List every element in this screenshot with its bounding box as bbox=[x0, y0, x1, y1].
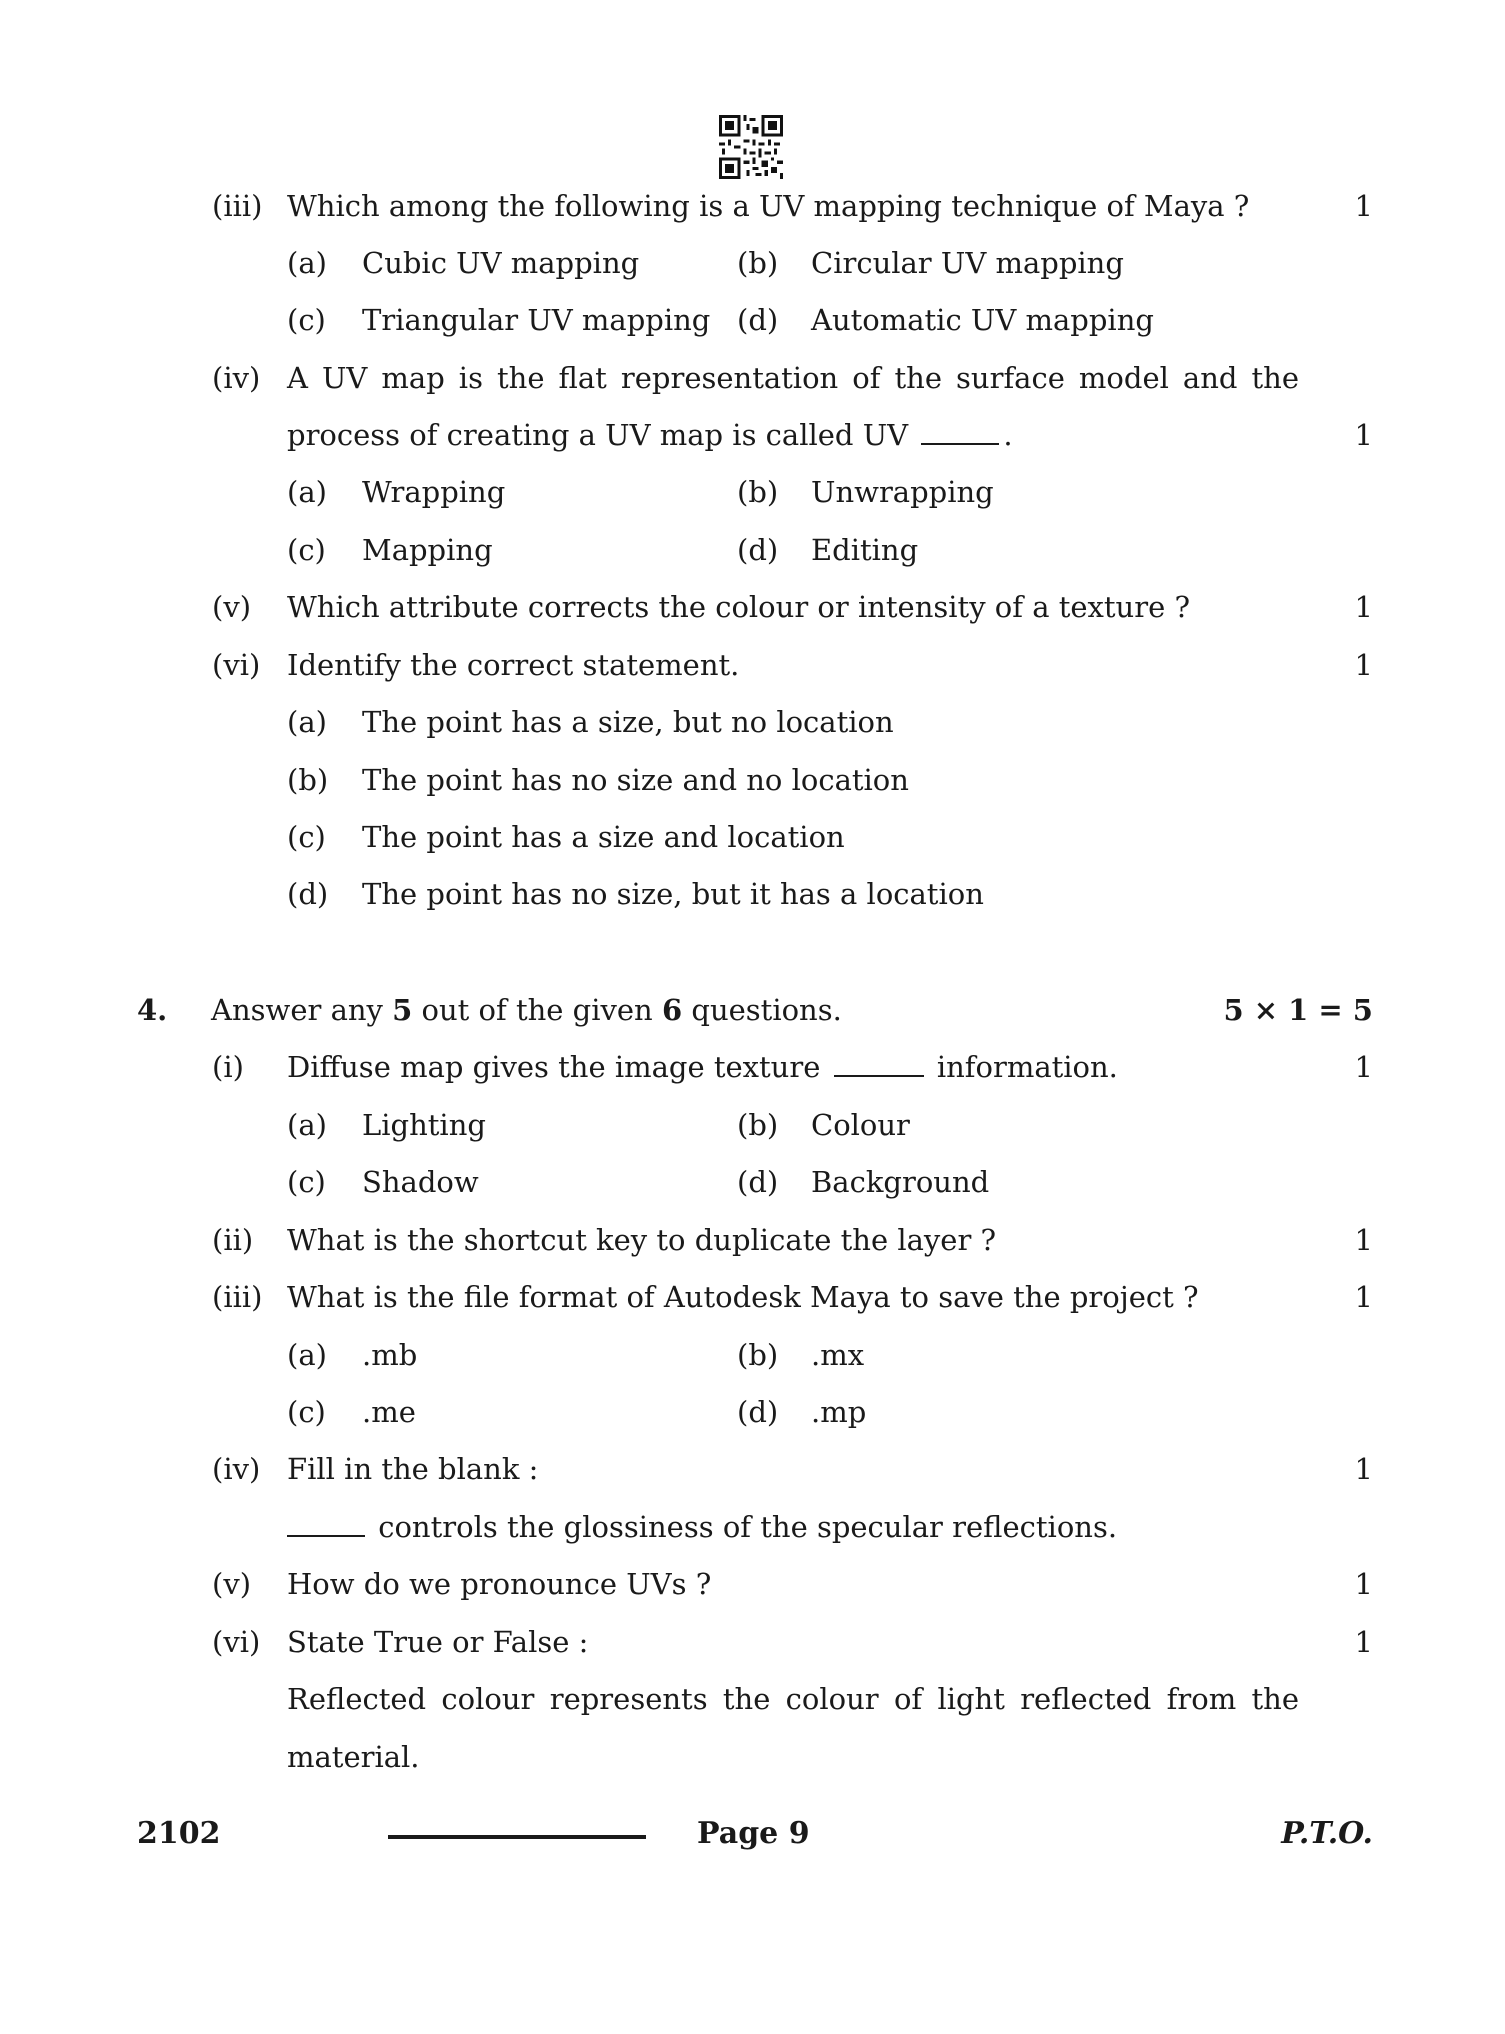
footer-divider bbox=[388, 1835, 646, 1839]
option-label: (d) bbox=[737, 533, 779, 567]
question-marks: 1 bbox=[1354, 1625, 1373, 1659]
option-label: (a) bbox=[287, 1338, 327, 1372]
qr-code-icon bbox=[719, 115, 783, 179]
option-label: (d) bbox=[737, 1395, 779, 1429]
option-text: Circular UV mapping bbox=[811, 246, 1124, 280]
option-text: Triangular UV mapping bbox=[362, 303, 711, 337]
option-label: (d) bbox=[287, 877, 329, 911]
answer-blank bbox=[834, 1051, 924, 1077]
question-number: (vi) bbox=[212, 1625, 261, 1659]
option-text: Editing bbox=[811, 533, 919, 567]
option-label: (c) bbox=[287, 533, 326, 567]
question-marks: 1 bbox=[1354, 1567, 1373, 1601]
instruction-part: out of the given bbox=[412, 993, 662, 1027]
option-label: (d) bbox=[737, 303, 779, 337]
question-marks: 1 bbox=[1354, 189, 1373, 223]
option-text: .mp bbox=[811, 1395, 867, 1429]
section-marks: 5 × 1 = 5 bbox=[1223, 993, 1373, 1027]
question-text-part: controls the glossiness of the specular reflections. bbox=[378, 1510, 1118, 1544]
option-label: (a) bbox=[287, 1108, 327, 1142]
question-text: Which among the following is a UV mapping technique of Maya ? bbox=[287, 189, 1250, 223]
option-label: (c) bbox=[287, 303, 326, 337]
question-text-cont bbox=[287, 1507, 1117, 1547]
question-text: Which attribute corrects the colour or intensity of a texture ? bbox=[287, 590, 1191, 624]
question-text: State True or False : bbox=[287, 1625, 589, 1659]
option-label: (b) bbox=[737, 475, 779, 509]
question-marks: 1 bbox=[1354, 1223, 1373, 1257]
question-text-part: process of creating a UV map is called UV bbox=[287, 418, 909, 452]
option-label: (a) bbox=[287, 246, 327, 280]
question-marks: 1 bbox=[1354, 1452, 1373, 1486]
question-text: A UV map is the flat representation of the surface model and the bbox=[287, 361, 1299, 395]
question-text-cont: material. bbox=[287, 1740, 420, 1774]
option-text: Wrapping bbox=[362, 475, 506, 509]
option-text: The point has no size, but it has a location bbox=[362, 877, 984, 911]
question-number: (v) bbox=[212, 1567, 252, 1601]
question-number: (ii) bbox=[212, 1223, 254, 1257]
answer-blank bbox=[921, 419, 999, 445]
question-number: (i) bbox=[212, 1050, 244, 1084]
option-label: (c) bbox=[287, 820, 326, 854]
option-label: (d) bbox=[737, 1165, 779, 1199]
question-marks: 1 bbox=[1354, 1050, 1373, 1084]
question-text-cont: Reflected colour represents the colour of light reflected from the bbox=[287, 1682, 1299, 1716]
page-number: Page 9 bbox=[697, 1816, 810, 1851]
option-label: (c) bbox=[287, 1165, 326, 1199]
question-marks: 1 bbox=[1354, 1280, 1373, 1314]
option-label: (b) bbox=[287, 763, 329, 797]
question-number: (iii) bbox=[212, 1280, 263, 1314]
question-text-part: information. bbox=[936, 1050, 1118, 1084]
option-text: The point has no size and no location bbox=[362, 763, 909, 797]
question-marks: 1 bbox=[1354, 418, 1373, 452]
option-text: Mapping bbox=[362, 533, 493, 567]
answer-blank bbox=[287, 1511, 365, 1537]
question-number: (iv) bbox=[212, 1452, 261, 1486]
question-marks: 1 bbox=[1354, 590, 1373, 624]
option-text: .me bbox=[362, 1395, 416, 1429]
question-text: How do we pronounce UVs ? bbox=[287, 1567, 712, 1601]
option-text: The point has a size, but no location bbox=[362, 705, 894, 739]
question-number: (v) bbox=[212, 590, 252, 624]
option-text: Unwrapping bbox=[811, 475, 994, 509]
question-text: Identify the correct statement. bbox=[287, 648, 740, 682]
option-label: (b) bbox=[737, 1338, 779, 1372]
option-label: (c) bbox=[287, 1395, 326, 1429]
option-text: .mb bbox=[362, 1338, 418, 1372]
question-text bbox=[287, 1047, 1118, 1087]
question-number: (iii) bbox=[212, 189, 263, 223]
section-number: 4. bbox=[137, 993, 168, 1027]
question-text-part: Diffuse map gives the image texture bbox=[287, 1050, 821, 1084]
instruction-number: 6 bbox=[661, 993, 683, 1027]
option-text: Automatic UV mapping bbox=[811, 303, 1154, 337]
question-number: (vi) bbox=[212, 648, 261, 682]
option-text: Shadow bbox=[362, 1165, 479, 1199]
option-text: Colour bbox=[811, 1108, 910, 1142]
option-label: (a) bbox=[287, 705, 327, 739]
instruction-number: 5 bbox=[392, 993, 413, 1027]
question-text-part: . bbox=[1003, 418, 1013, 452]
option-text: Cubic UV mapping bbox=[362, 246, 640, 280]
question-text: What is the shortcut key to duplicate the layer ? bbox=[287, 1223, 997, 1257]
question-number: (iv) bbox=[212, 361, 261, 395]
instruction-part: Answer any bbox=[211, 993, 393, 1027]
option-text: .mx bbox=[811, 1338, 865, 1372]
section-instruction bbox=[211, 990, 842, 1030]
option-label: (b) bbox=[737, 246, 779, 280]
please-turn-over: P.T.O. bbox=[1281, 1816, 1373, 1851]
question-text: What is the file format of Autodesk Maya to save the project ? bbox=[287, 1280, 1199, 1314]
option-text: Background bbox=[811, 1165, 990, 1199]
question-text-cont bbox=[287, 415, 1013, 455]
question-marks: 1 bbox=[1354, 648, 1373, 682]
option-text: Lighting bbox=[362, 1108, 486, 1142]
option-label: (a) bbox=[287, 475, 327, 509]
instruction-part: questions. bbox=[682, 993, 842, 1027]
option-text: The point has a size and location bbox=[362, 820, 845, 854]
paper-code: 2102 bbox=[137, 1816, 221, 1851]
question-text: Fill in the blank : bbox=[287, 1452, 539, 1486]
option-label: (b) bbox=[737, 1108, 779, 1142]
